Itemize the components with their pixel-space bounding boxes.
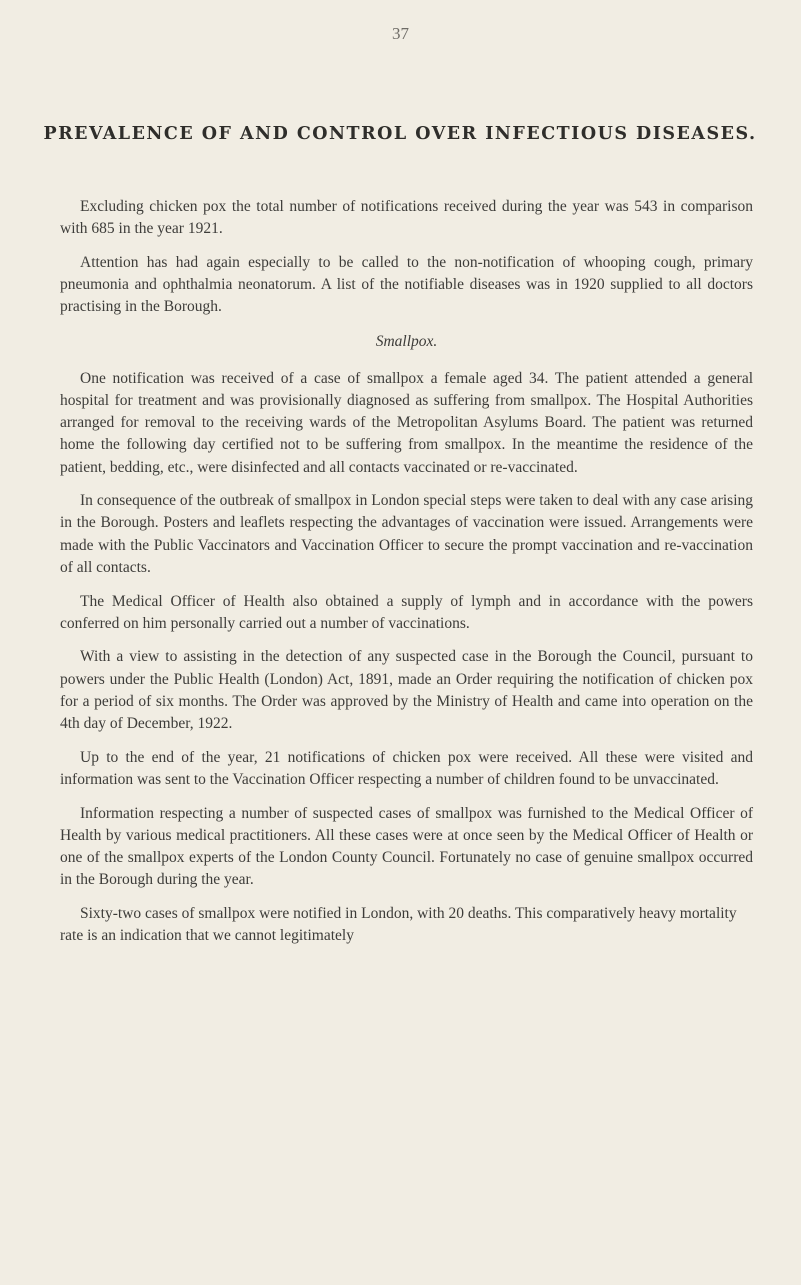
paragraph-london-mortality: Sixty-two cases of smallpox were notified in London, with 20 deaths. This comparatively heavy mortality rate is an indication that we cannot legitimately [60,904,737,945]
paragraph-outbreak-steps: In consequence of the outbreak of smallpox in London special steps were taken to deal with any case arising in the Borough. Posters and leaflets respecting the advantages of vaccination were issued. Arrangements were made with the Public Vaccinators and Vaccination Officer to secure the prompt vaccination and re-vaccination of all contacts. [60,492,753,576]
page-number: 37 [392,24,409,43]
paragraph-smallpox-case: One notification was received of a case of smallpox a female aged 34. The patient attended a general hospital for treatment and was provisionally diagnosed as suffering from smallpox. The Hospital Authorities arranged for removal to the receiving wards of the Metropolitan Asylums Board. The patient was returned home the following day certified not to be suffering from smallpox. In the meantime the residence of the patient, bedding, etc., were disinfected and all contacts vaccinated or re-vaccinated. [60,369,753,476]
paragraph-notifications: Excluding chicken pox the total number of notifications received during the year was 543 in comparison with 685 in the year 1921. [60,198,753,238]
page-title: PREVALENCE OF AND CONTROL OVER INFECTIOUS DISEASES. [43,124,757,144]
paragraph-chicken-pox-notifications: Up to the end of the year, 21 notifications of chicken pox were received. All these were visited and information was sent to the Vaccination Officer respecting a number of children found to be unvaccinated. [60,748,753,788]
paragraph-chicken-pox-order: With a view to assisting in the detection of any suspected case in the Borough the Council, pursuant to powers under the Public Health (London) Act, 1891, made an Order requiring the notification of chicken pox for a period of six months. The Order was approved by the Ministry of Health and came into operation on the 4th day of December, 1922. [60,648,753,733]
section-heading-smallpox: Smallpox. [375,332,438,350]
document-body [60,196,753,959]
paragraph-non-notification: Attention has had again especially to be called to the non-notification of whooping cough, primary pneumonia and ophthalmia neonatorum. A list of the notifiable diseases was in 1920 supplied to all doctors practising in the Borough. [60,253,753,316]
paragraph-lymph-supply: The Medical Officer of Health also obtained a supply of lymph and in accordance with the powers conferred on him personally carried out a number of vaccinations. [60,592,753,632]
paragraph-suspected-cases: Information respecting a number of suspected cases of smallpox was furnished to the Medical Officer of Health by various medical practitioners. All these cases were at once seen by the Medical Officer of Health or one of the smallpox experts of the London County Council. Fortunately no case of genuine smallpox occurred in the Borough during the year. [60,804,753,889]
